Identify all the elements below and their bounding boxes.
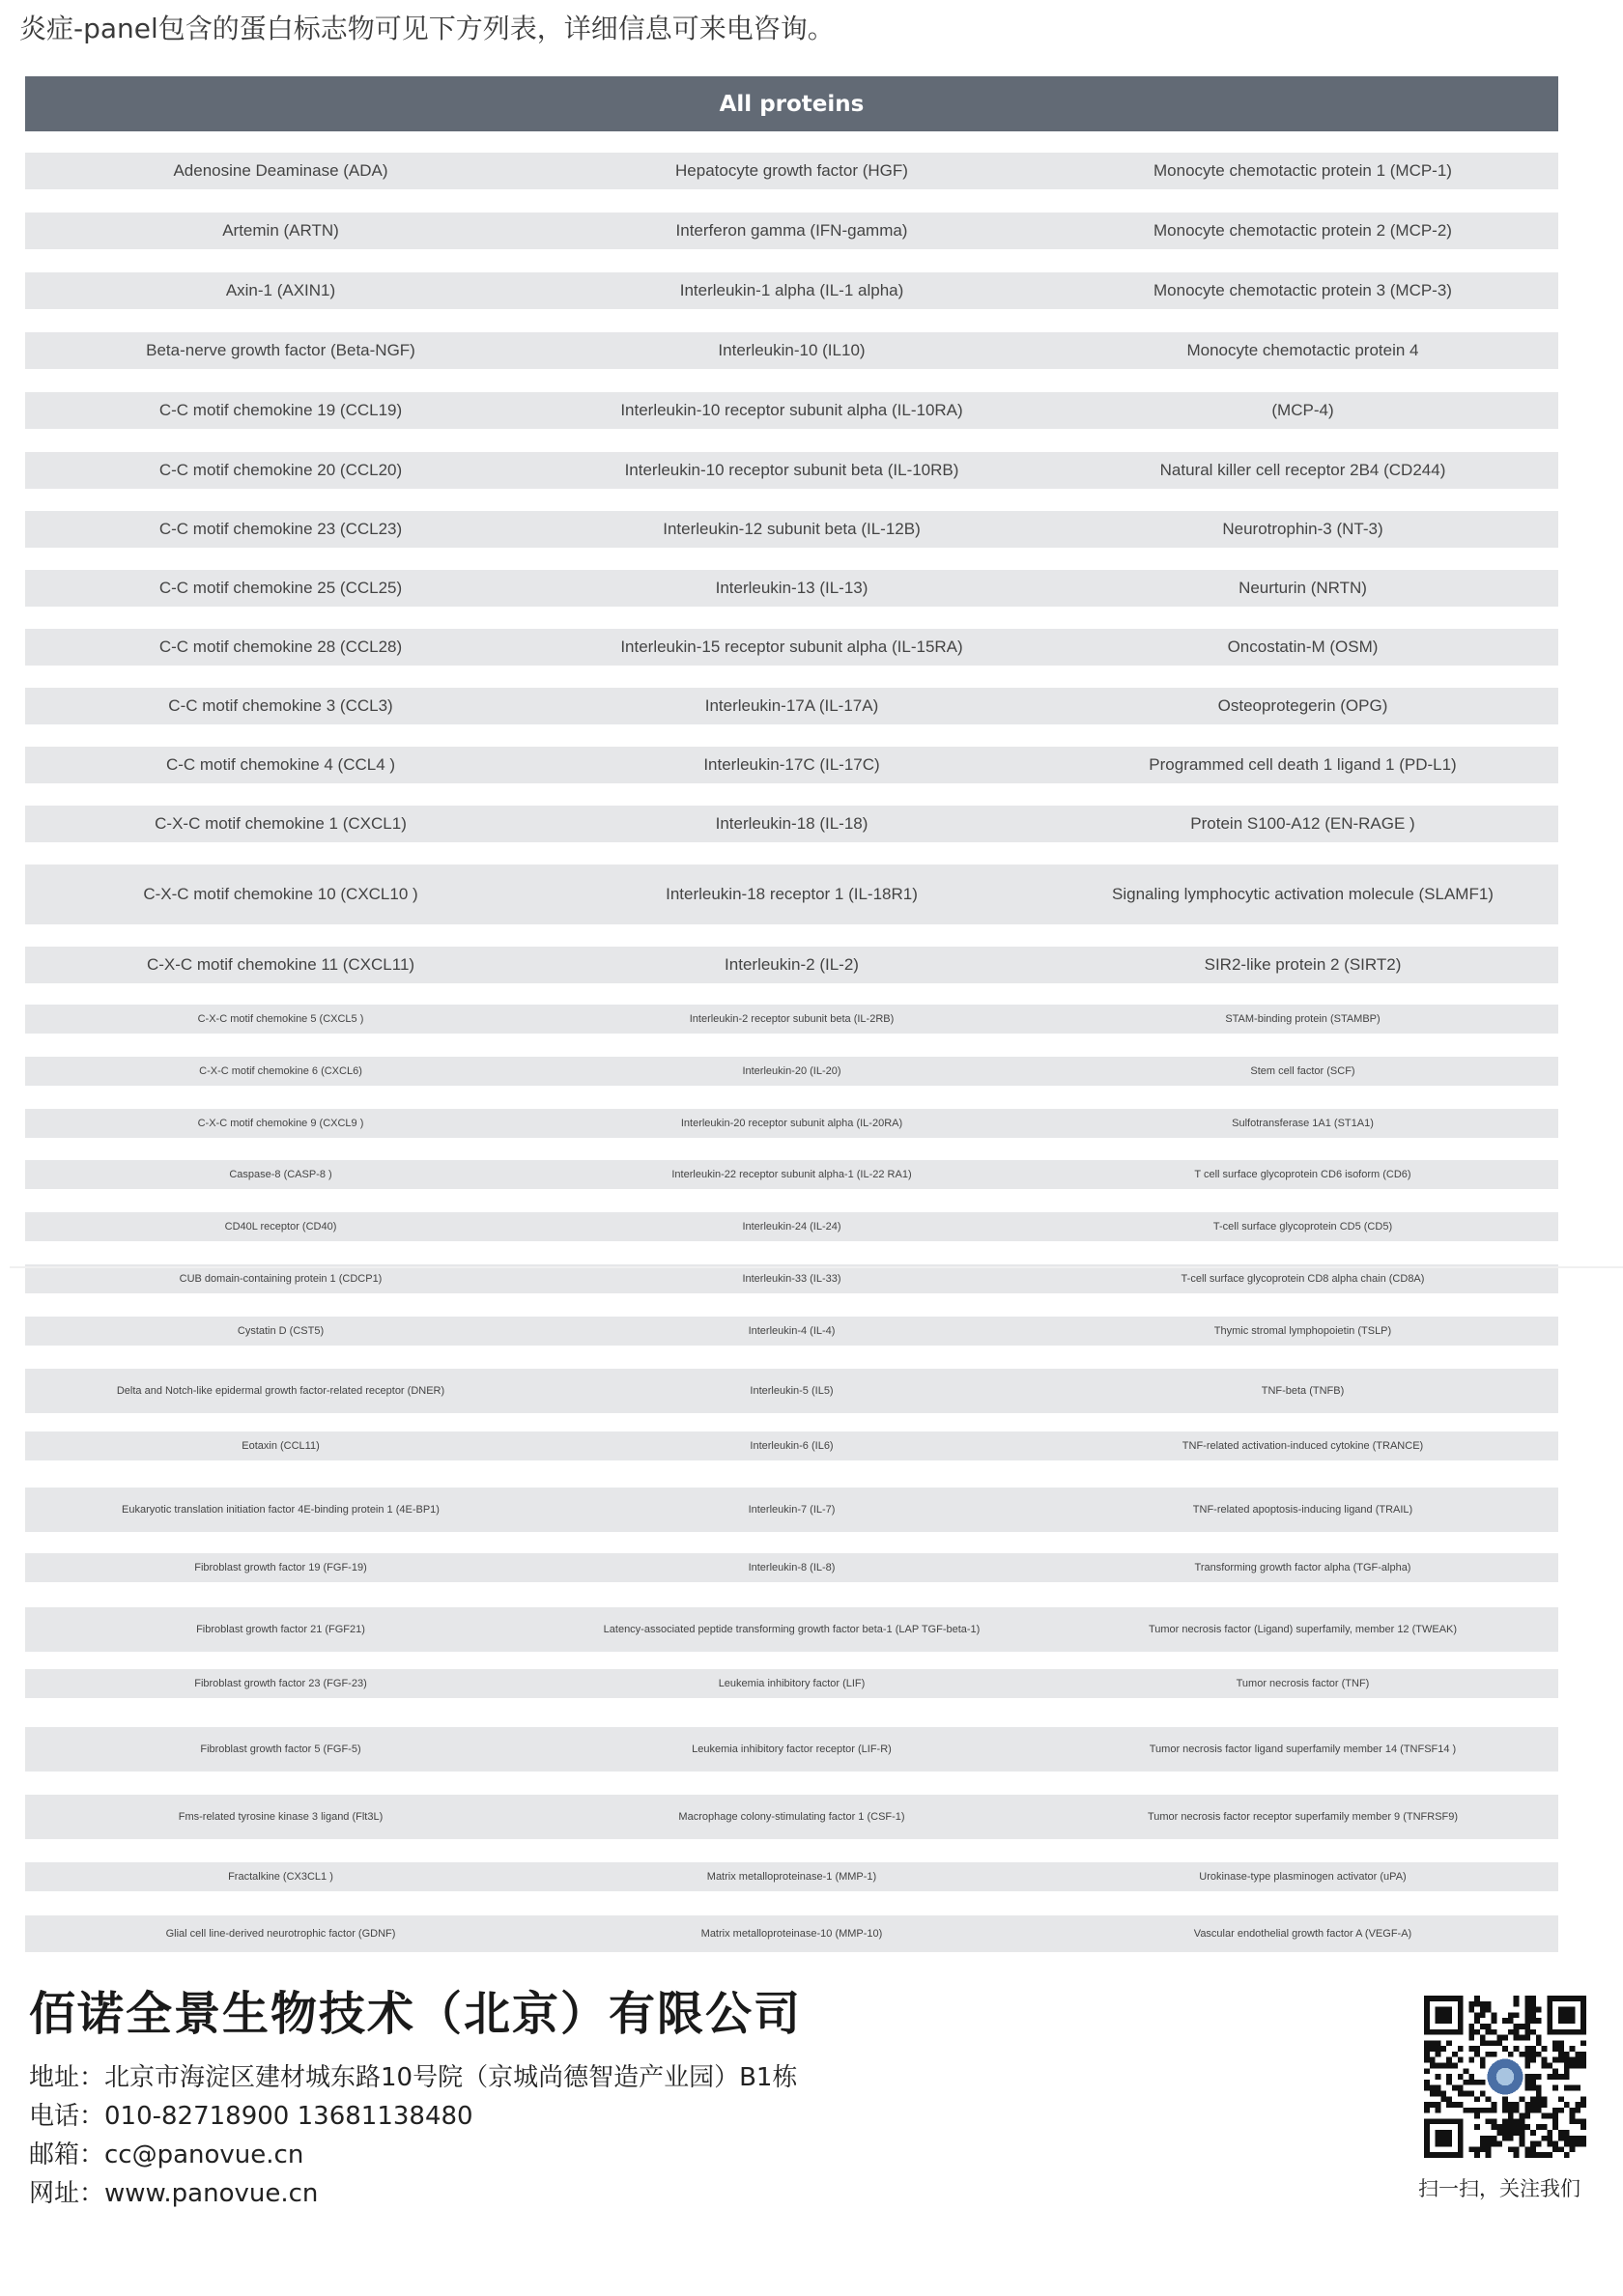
table-header: All proteins [25,76,1558,131]
table-cell: Tumor necrosis factor (Ligand) superfamily, member 12 (TWEAK) [1148,1624,1458,1635]
table-cell: C-C motif chemokine 4 (CCL4 ) [165,755,396,774]
table-row [25,1057,1558,1086]
table-row [25,392,1558,429]
table-cell: C-X-C motif chemokine 11 (CXCL11) [146,955,415,974]
table-cell: Transforming growth factor alpha (TGF-alpha) [1194,1562,1411,1573]
table-row [25,688,1558,724]
table-row [25,1795,1558,1839]
table-cell: SIR2-like protein 2 (SIRT2) [1204,955,1402,974]
table-cell: Protein S100-A12 (EN-RAGE ) [1190,814,1415,833]
table-row [25,272,1558,309]
table-row [25,1607,1558,1652]
table-cell: Monocyte chemotactic protein 2 (MCP-2) [1153,221,1452,240]
table-cell: Neurotrophin-3 (NT-3) [1222,520,1383,538]
table-cell: Interleukin-10 receptor subunit alpha (IL-10RA) [620,401,963,419]
table-cell: Interleukin-20 receptor subunit alpha (IL-20RA) [680,1118,903,1129]
table-cell: Adenosine Deaminase (ADA) [173,161,388,180]
table-cell: Eotaxin (CCL11) [242,1440,320,1452]
table-cell: Thymic stromal lymphopoietin (TSLP) [1213,1325,1392,1337]
table-cell: Interleukin-2 receptor subunit beta (IL-2RB) [689,1013,895,1025]
email-text[interactable]: 邮箱：cc@panovue.cn [29,2140,304,2169]
table-cell: C-C motif chemokine 23 (CCL23) [158,520,403,538]
table-cell: (MCP-4) [1271,401,1334,419]
table-cell: C-X-C motif chemokine 10 (CXCL10 ) [143,885,418,903]
qr-code-icon [1424,1996,1586,2158]
table-row [25,629,1558,666]
table-cell: C-X-C motif chemokine 5 (CXCL5 ) [197,1013,364,1025]
divider [10,1266,1623,1268]
table-cell: TNF-related apoptosis-inducing ligand (TRAIL) [1192,1504,1413,1516]
table-cell: Fibroblast growth factor 23 (FGF-23) [194,1678,367,1689]
table-cell: Interleukin-17C (IL-17C) [703,755,880,774]
qr-caption: 扫一扫，关注我们 [1418,2177,1580,2200]
table-cell: Tumor necrosis factor ligand superfamily member 14 (TNFSF14 ) [1149,1743,1457,1755]
table-cell: Interleukin-24 (IL-24) [742,1221,841,1233]
table-row [25,1727,1558,1772]
table-cell: Natural killer cell receptor 2B4 (CD244) [1159,461,1446,479]
table-cell: Latency-associated peptide transforming growth factor beta-1 (LAP TGF-beta-1) [603,1624,981,1635]
table-cell: TNF-related activation-induced cytokine (TRANCE) [1182,1440,1424,1452]
table-cell: Interleukin-18 (IL-18) [715,814,868,833]
table-cell: Tumor necrosis factor (TNF) [1236,1678,1370,1689]
table-cell: Interleukin-5 (IL5) [750,1385,834,1397]
table-cell: C-C motif chemokine 20 (CCL20) [158,461,403,479]
table-cell: Programmed cell death 1 ligand 1 (PD-L1) [1149,755,1457,774]
table-cell: Fractalkine (CX3CL1 ) [228,1871,333,1883]
table-row [25,511,1558,548]
table-cell: Interleukin-7 (IL-7) [748,1504,836,1516]
table-cell: CD40L receptor (CD40) [224,1221,337,1233]
table-row [25,1862,1558,1891]
table-cell: Interleukin-1 alpha (IL-1 alpha) [679,281,904,299]
table-row [25,1431,1558,1460]
table-cell: Matrix metalloproteinase-10 (MMP-10) [700,1928,883,1940]
table-cell: T-cell surface glycoprotein CD8 alpha chain (CD8A) [1181,1273,1425,1285]
company-name: 佰诺全景生物技术（北京）有限公司 [29,1987,803,2041]
table-cell: T-cell surface glycoprotein CD5 (CD5) [1212,1221,1393,1233]
table-cell: TNF-beta (TNFB) [1261,1385,1345,1397]
table-row [25,570,1558,607]
table-cell: Interferon gamma (IFN-gamma) [675,221,908,240]
table-cell: Interleukin-18 receptor 1 (IL-18R1) [666,885,918,903]
table-row [25,1264,1558,1293]
table-cell: C-X-C motif chemokine 1 (CXCL1) [155,814,407,833]
table-row [25,213,1558,249]
table-cell: Monocyte chemotactic protein 4 [1186,341,1419,359]
table-cell: Interleukin-33 (IL-33) [742,1273,841,1285]
table-cell: C-C motif chemokine 28 (CCL28) [158,638,403,656]
table-cell: Vascular endothelial growth factor A (VEGF-A) [1193,1928,1412,1940]
table-cell: Interleukin-22 receptor subunit alpha-1 (IL-22 RA1) [671,1169,912,1180]
table-cell: C-C motif chemokine 25 (CCL25) [158,579,403,597]
table-cell: C-X-C motif chemokine 6 (CXCL6) [199,1065,362,1077]
table-cell: Signaling lymphocytic activation molecule (SLAMF1) [1112,885,1494,903]
table-cell: Stem cell factor (SCF) [1250,1065,1355,1077]
table-cell: C-X-C motif chemokine 9 (CXCL9 ) [197,1118,364,1129]
table-cell: Urokinase-type plasminogen activator (uPA) [1199,1871,1407,1883]
table-row [25,452,1558,489]
table-row [25,1669,1558,1698]
table-cell: C-C motif chemokine 3 (CCL3) [168,696,393,715]
table-cell: Monocyte chemotactic protein 3 (MCP-3) [1153,281,1452,299]
table-cell: Leukemia inhibitory factor (LIF) [718,1678,866,1689]
table-row [25,1553,1558,1582]
table-cell: Osteoprotegerin (OPG) [1217,696,1388,715]
table-row [25,806,1558,842]
table-row [25,332,1558,369]
table-cell: Interleukin-8 (IL-8) [748,1562,836,1573]
table-cell: Fibroblast growth factor 21 (FGF21) [196,1624,365,1635]
table-cell: Interleukin-4 (IL-4) [748,1325,836,1337]
table-cell: Interleukin-10 (IL10) [718,341,866,359]
table-cell: C-C motif chemokine 19 (CCL19) [158,401,403,419]
table-row [25,1317,1558,1346]
table-row [25,1915,1558,1952]
table-cell: Axin-1 (AXIN1) [225,281,336,299]
table-row [25,1369,1558,1413]
phone-text: 电话：010-82718900 13681138480 [29,2102,473,2131]
table-cell: T cell surface glycoprotein CD6 isoform (CD6) [1194,1169,1411,1180]
table-cell: Fibroblast growth factor 5 (FGF-5) [200,1743,361,1755]
intro-text: 炎症-panel包含的蛋白标志物可见下方列表，详细信息可来电咨询。 [19,13,835,44]
table-cell: Artemin (ARTN) [222,221,339,240]
protein-table [25,0,1558,2296]
table-row [25,747,1558,783]
table-row [25,947,1558,983]
table-cell: Matrix metalloproteinase-1 (MMP-1) [706,1871,877,1883]
table-cell: Fibroblast growth factor 19 (FGF-19) [194,1562,367,1573]
website-text[interactable]: 网址：www.panovue.cn [29,2179,319,2208]
table-row [25,1488,1558,1532]
table-cell: Delta and Notch-like epidermal growth factor-related receptor (DNER) [116,1385,445,1397]
table-row [25,1005,1558,1034]
table-cell: STAM-binding protein (STAMBP) [1225,1013,1381,1025]
table-cell: Interleukin-10 receptor subunit beta (IL-10RB) [624,461,959,479]
table-cell: CUB domain-containing protein 1 (CDCP1) [179,1273,383,1285]
table-cell: Interleukin-2 (IL-2) [725,955,859,974]
table-cell: Interleukin-17A (IL-17A) [704,696,879,715]
table-cell: Monocyte chemotactic protein 1 (MCP-1) [1153,161,1452,180]
table-cell: Cystatin D (CST5) [237,1325,325,1337]
table-cell: Interleukin-12 subunit beta (IL-12B) [663,520,921,538]
table-row [25,1212,1558,1241]
address-text: 地址：北京市海淀区建材城东路10号院（京城尚德智造产业园）B1栋 [29,2063,798,2092]
table-cell: Interleukin-20 (IL-20) [742,1065,841,1077]
table-cell: Hepatocyte growth factor (HGF) [675,161,908,180]
table-cell: Interleukin-6 (IL6) [750,1440,834,1452]
table-cell: Interleukin-13 (IL-13) [715,579,868,597]
table-cell: Beta-nerve growth factor (Beta-NGF) [146,341,415,359]
table-cell: Glial cell line-derived neurotrophic factor (GDNF) [165,1928,396,1940]
table-cell: Macrophage colony-stimulating factor 1 (CSF-1) [678,1811,905,1823]
table-row [25,153,1558,189]
table-cell: Sulfotransferase 1A1 (ST1A1) [1232,1118,1374,1129]
table-row [25,865,1558,924]
table-cell: Eukaryotic translation initiation factor 4E-binding protein 1 (4E-BP1) [122,1504,440,1516]
table-cell: Leukemia inhibitory factor receptor (LIF-R) [692,1743,892,1755]
table-row [25,1160,1558,1189]
table-cell: Oncostatin-M (OSM) [1227,638,1379,656]
table-cell: Neurturin (NRTN) [1239,579,1367,597]
table-row [25,1109,1558,1138]
table-cell: Interleukin-15 receptor subunit alpha (IL-15RA) [620,638,963,656]
table-cell: Tumor necrosis factor receptor superfamily member 9 (TNFRSF9) [1147,1811,1459,1823]
table-cell: Fms-related tyrosine kinase 3 ligand (Flt3L) [178,1811,384,1823]
table-cell: Caspase-8 (CASP-8 ) [229,1169,332,1180]
